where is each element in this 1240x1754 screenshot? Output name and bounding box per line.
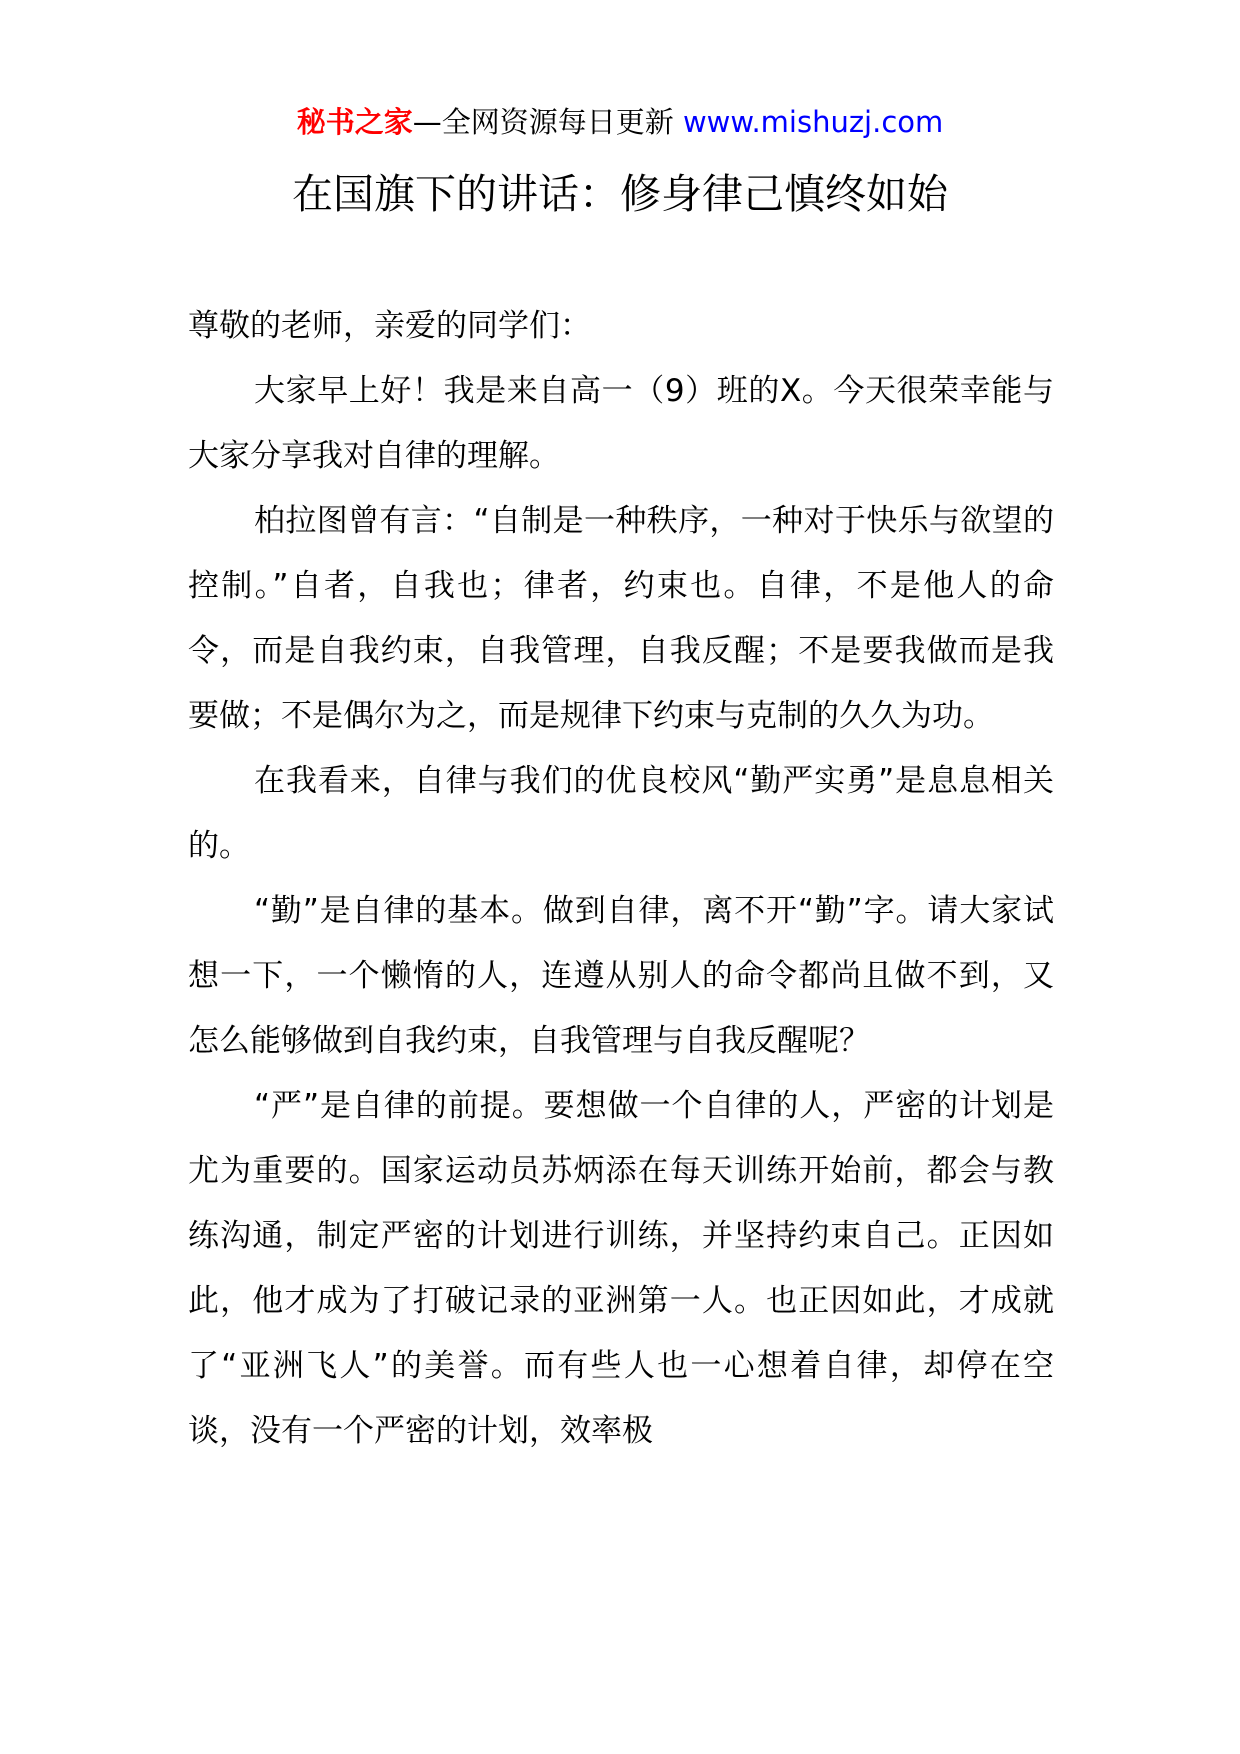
site-brand: 秘书之家: [296, 105, 413, 139]
site-url-link[interactable]: www.mishuzj.com: [682, 105, 944, 139]
document-title: 在国旗下的讲话：修身律己慎终如始: [292, 170, 948, 218]
salutation-paragraph: 尊敬的老师，亲爱的同学们：: [188, 308, 591, 344]
body-paragraph: “严”是自律的前提。要想做一个自律的人，严密的计划是尤为重要的。国家运动员苏炳添在每天训练开始前，都会与教练沟通，制定严密的计划进行训练，并坚持约束自己。正因如此，他才成为了打破记录的亚洲第一人。也正因如此，才成就了“亚洲飞人”的美誉。而有些人也一心想着自律，却停在空谈，没有一个严密的计划，效率极: [188, 1088, 1054, 1449]
site-tagline: —全网资源每日更新: [412, 105, 683, 139]
document-body: [188, 294, 1054, 1464]
site-header: [0, 102, 1240, 142]
body-paragraph: “勤”是自律的基本。做到自律，离不开“勤”字。请大家试想一下，一个懒惰的人，连遵从别人的命令都尚且做不到，又怎么能够做到自我约束，自我管理与自我反醒呢？: [188, 893, 1054, 1059]
body-paragraph: 在我看来，自律与我们的优良校风“勤严实勇”是息息相关的。: [188, 763, 1054, 864]
body-paragraph: 柏拉图曾有言：“自制是一种秩序，一种对于快乐与欲望的控制。”自者，自我也；律者，约束也。自律，不是他人的命令，而是自我约束，自我管理，自我反醒；不是要我做而是我要做；不是偶尔为之，而是规律下约束与克制的久久为功。: [188, 503, 1054, 734]
body-paragraph: 大家早上好！我是来自高一（9）班的X。今天很荣幸能与大家分享我对自律的理解。: [188, 373, 1054, 474]
